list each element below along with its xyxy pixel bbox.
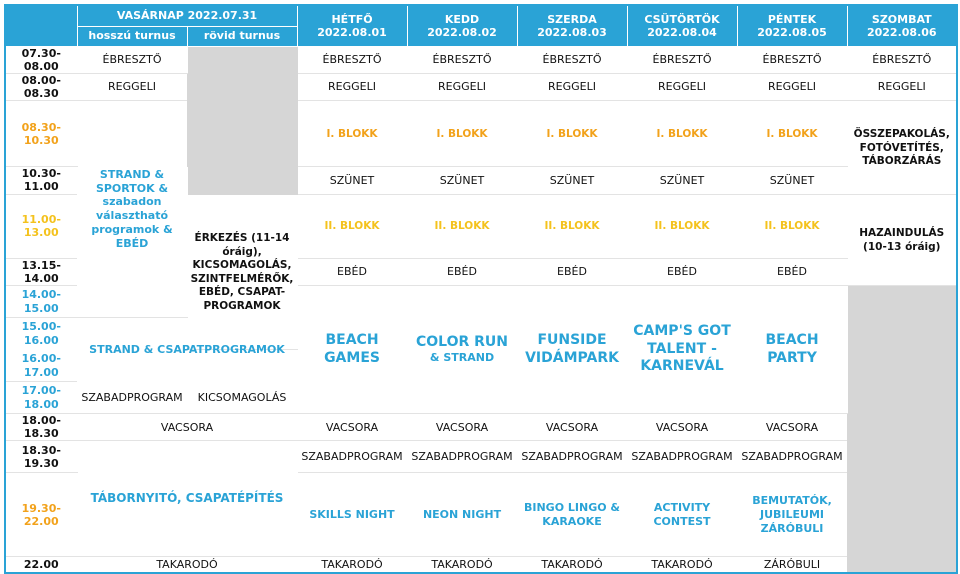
day-header-thursday: CSÜTÖRTÖK 2022.08.04 — [627, 5, 737, 46]
time-slot: 22.00 — [5, 557, 77, 573]
cell-dinner: VACSORA — [517, 414, 627, 441]
sunday-breakfast: REGGELI — [77, 73, 187, 100]
cell-block2: II. BLOKK — [517, 194, 627, 258]
time-slot: 18.30-19.30 — [5, 441, 77, 473]
cell-lights-out: TAKARODÓ — [407, 557, 517, 573]
day-header-wednesday: SZERDA 2022.08.03 — [517, 5, 627, 46]
time-slot: 16.00-17.00 — [5, 350, 77, 382]
cell-dinner: VACSORA — [407, 414, 517, 441]
day-header-tuesday: KEDD 2022.08.02 — [407, 5, 517, 46]
saturday-breakfast: REGGELI — [847, 73, 957, 100]
cell-break: SZÜNET — [517, 167, 627, 194]
time-slot: 17.00-18.00 — [5, 382, 77, 414]
long-turn-header: hosszú turnus — [77, 26, 187, 46]
tuesday-evening: NEON NIGHT — [407, 473, 517, 557]
time-slot: 13.15-14.00 — [5, 258, 77, 285]
saturday-empty — [847, 286, 957, 573]
sunday-short-empty — [187, 46, 297, 167]
cell-wake: ÉBRESZTŐ — [737, 46, 847, 73]
time-slot: 15.00-16.00 — [5, 318, 77, 350]
cell-block2: II. BLOKK — [407, 194, 517, 258]
sunday-free: SZABADPROGRAM — [77, 382, 187, 414]
friday-afternoon: BEACH PARTY — [737, 286, 847, 414]
cell-lunch: EBÉD — [407, 258, 517, 285]
cell-lunch: EBÉD — [627, 258, 737, 285]
time-slot: 18.00-18.30 — [5, 414, 77, 441]
cell-break: SZÜNET — [737, 167, 847, 194]
saturday-wake: ÉBRESZTŐ — [847, 46, 957, 73]
cell-free: SZABADPROGRAM — [627, 441, 737, 473]
time-slot: 08.00-08.30 — [5, 73, 77, 100]
saturday-departure: HAZAINDULÁS (10-13 óráig) — [847, 194, 957, 285]
sunday-dinner: VACSORA — [77, 414, 297, 441]
sunday-header: VASÁRNAP 2022.07.31 — [77, 5, 297, 26]
sunday-arrival: ÉRKEZÉS (11-14 óráig), KICSOMAGOLÁS, SZINTFELMÉRŐK, EBÉD, CSAPAT-PROGRAMOK — [187, 194, 297, 349]
cell-wake: ÉBRESZTŐ — [627, 46, 737, 73]
friday-evening: BEMUTATÓK, JUBILEUMI ZÁRÓBULI — [737, 473, 847, 557]
cell-free: SZABADPROGRAM — [517, 441, 627, 473]
cell-block1: I. BLOKK — [297, 101, 407, 167]
cell-wake: ÉBRESZTŐ — [407, 46, 517, 73]
cell-wake: ÉBRESZTŐ — [297, 46, 407, 73]
cell-block1: I. BLOKK — [627, 101, 737, 167]
cell-block2: II. BLOKK — [297, 194, 407, 258]
cell-dinner: VACSORA — [737, 414, 847, 441]
friday-closing-party: ZÁRÓBULI — [737, 557, 847, 573]
cell-lunch: EBÉD — [297, 258, 407, 285]
cell-breakfast: REGGELI — [407, 73, 517, 100]
cell-block1: I. BLOKK — [407, 101, 517, 167]
cell-lights-out: TAKARODÓ — [297, 557, 407, 573]
cell-free: SZABADPROGRAM — [297, 441, 407, 473]
monday-afternoon: BEACH GAMES — [297, 286, 407, 414]
sunday-long-block: STRAND & SPORTOK & szabadon választható programok & EBÉD — [77, 101, 187, 318]
sunday-strand: STRAND & CSAPATPROGRAMOK — [77, 318, 297, 382]
sunday-wake: ÉBRESZTŐ — [77, 46, 187, 73]
short-turn-header: rövid turnus — [187, 26, 297, 46]
cell-breakfast: REGGELI — [517, 73, 627, 100]
cell-block1: I. BLOKK — [517, 101, 627, 167]
wednesday-evening: BINGO LINGO & KARAOKE — [517, 473, 627, 557]
sunday-short-empty — [187, 167, 297, 194]
corner-cell — [5, 5, 77, 46]
wednesday-afternoon: FUNSIDE VIDÁMPARK — [517, 286, 627, 414]
time-slot: 14.00-15.00 — [5, 286, 77, 318]
day-header-friday: PÉNTEK 2022.08.05 — [737, 5, 847, 46]
time-slot: 08.30-10.30 — [5, 101, 77, 167]
cell-lights-out: TAKARODÓ — [517, 557, 627, 573]
cell-block2: II. BLOKK — [737, 194, 847, 258]
time-slot: 19.30-22.00 — [5, 473, 77, 557]
cell-breakfast: REGGELI — [737, 73, 847, 100]
saturday-packing: ÖSSZEPAKOLÁS, FOTÓVETÍTÉS, TÁBORZÁRÁS — [847, 101, 957, 194]
cell-block2: II. BLOKK — [627, 194, 737, 258]
cell-break: SZÜNET — [297, 167, 407, 194]
cell-lunch: EBÉD — [517, 258, 627, 285]
cell-free: SZABADPROGRAM — [737, 441, 847, 473]
cell-breakfast: REGGELI — [297, 73, 407, 100]
sunday-unpack: KICSOMAGOLÁS — [187, 382, 297, 414]
cell-dinner: VACSORA — [627, 414, 737, 441]
cell-lunch: EBÉD — [737, 258, 847, 285]
camp-schedule-table — [4, 4, 958, 574]
cell-breakfast: REGGELI — [627, 73, 737, 100]
cell-lights-out: TAKARODÓ — [627, 557, 737, 573]
thursday-evening: ACTIVITY CONTEST — [627, 473, 737, 557]
cell-dinner: VACSORA — [297, 414, 407, 441]
time-slot: 10.30-11.00 — [5, 167, 77, 194]
cell-break: SZÜNET — [627, 167, 737, 194]
thursday-afternoon: CAMP'S GOT TALENT - KARNEVÁL — [627, 286, 737, 414]
sunday-lights-out: TAKARODÓ — [77, 557, 297, 573]
cell-free: SZABADPROGRAM — [407, 441, 517, 473]
cell-break: SZÜNET — [407, 167, 517, 194]
cell-block1: I. BLOKK — [737, 101, 847, 167]
time-slot: 07.30-08.00 — [5, 46, 77, 73]
day-header-saturday: SZOMBAT 2022.08.06 — [847, 5, 957, 46]
time-slot: 11.00-13.00 — [5, 194, 77, 258]
tuesday-afternoon: COLOR RUN & STRAND — [407, 286, 517, 414]
cell-wake: ÉBRESZTŐ — [517, 46, 627, 73]
day-header-monday: HÉTFŐ 2022.08.01 — [297, 5, 407, 46]
monday-evening: SKILLS NIGHT — [297, 473, 407, 557]
sunday-opening: TÁBORNYITÓ, CSAPATÉPÍTÉS — [77, 441, 297, 557]
